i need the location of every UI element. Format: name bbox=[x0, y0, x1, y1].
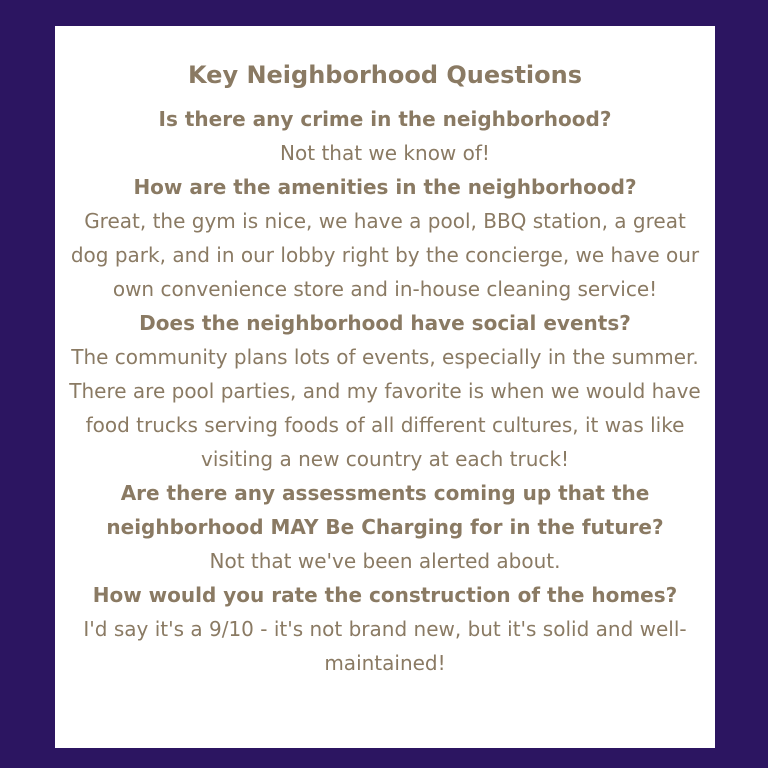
question-text: How are the amenities in the neighborhood? bbox=[133, 175, 637, 199]
qa-item bbox=[65, 578, 705, 680]
qa-item bbox=[65, 476, 705, 578]
qa-item bbox=[65, 306, 705, 476]
answer-text: Great, the gym is nice, we have a pool, BBQ station, a great dog park, and in our lobby right by the concierge, we have our own convenience store and in-house cleaning service! bbox=[70, 209, 700, 301]
page-title: Key Neighborhood Questions bbox=[187, 61, 583, 89]
qa-item bbox=[65, 170, 705, 306]
question-text: Does the neighborhood have social events? bbox=[139, 311, 631, 335]
qa-item bbox=[65, 102, 705, 170]
answer-text: The community plans lots of events, especially in the summer. There are pool parties, and my favorite is when we would have food trucks serving foods of all different cultures, it was like visiting a new country at each truck! bbox=[69, 345, 701, 471]
answer-text: Not that we know of! bbox=[280, 141, 490, 165]
answer-text: I'd say it's a 9/10 - it's not brand new, but it's solid and well-maintained! bbox=[83, 617, 687, 675]
question-text: Are there any assessments coming up that the neighborhood MAY Be Charging for in the future? bbox=[106, 481, 664, 539]
content-card bbox=[55, 26, 715, 748]
question-text: How would you rate the construction of the homes? bbox=[92, 583, 678, 607]
answer-text: Not that we've been alerted about. bbox=[209, 549, 561, 573]
question-text: Is there any crime in the neighborhood? bbox=[158, 107, 612, 131]
